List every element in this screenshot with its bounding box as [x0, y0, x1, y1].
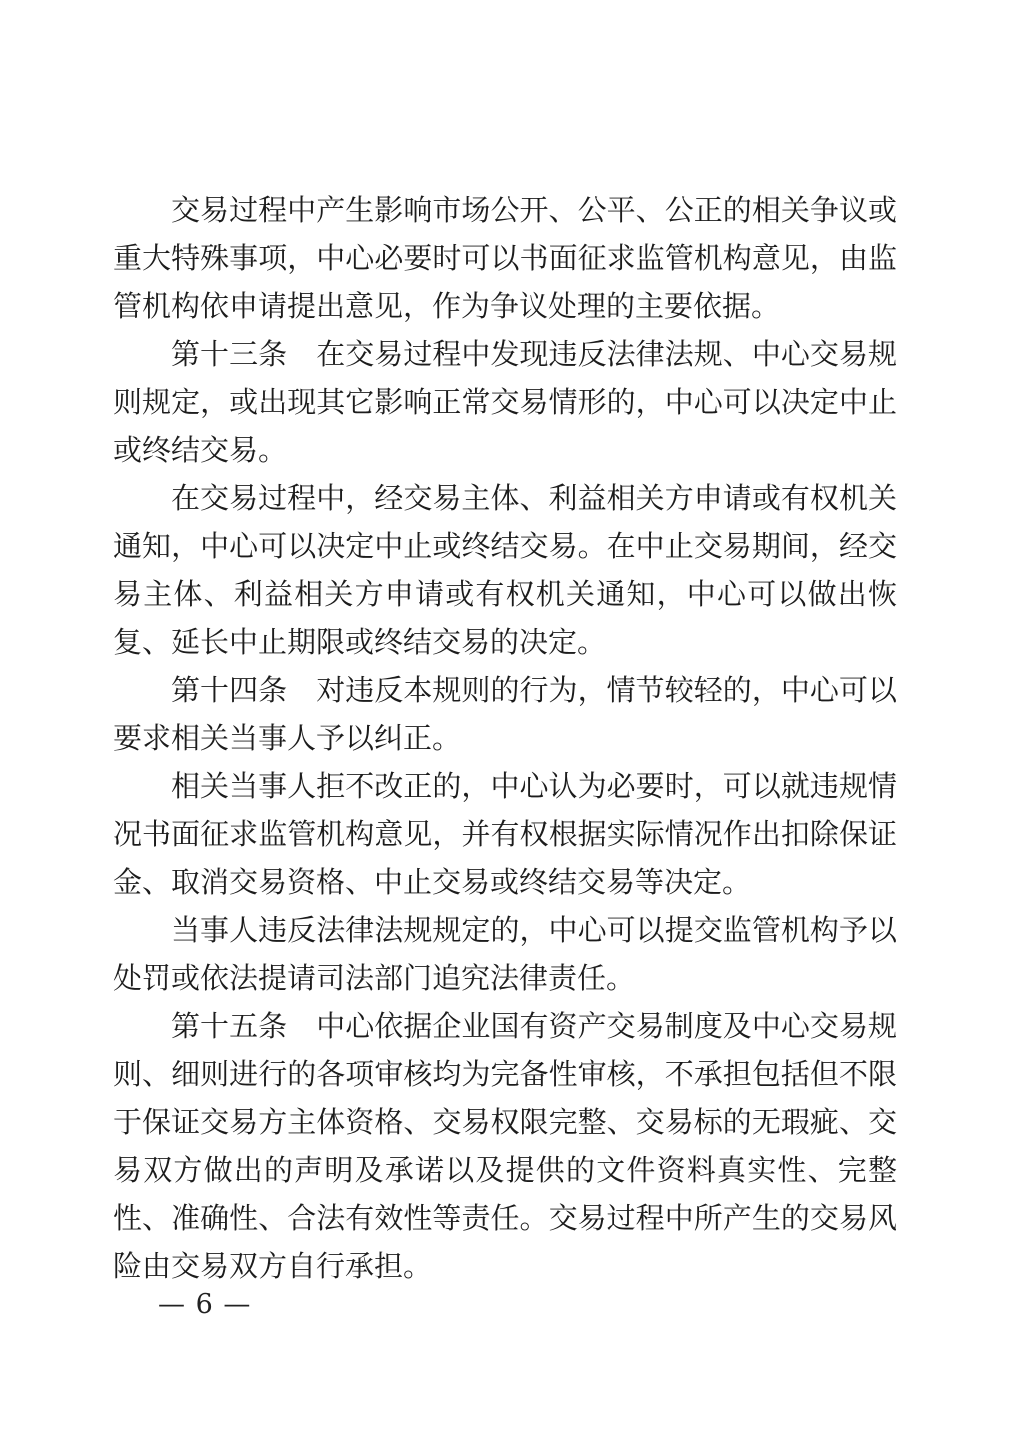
paragraph-article-14: 第十四条 对违反本规则的行为，情节较轻的，中心可以要求相关当事人予以纠正。: [113, 673, 897, 755]
page-number: — 6 —: [158, 1289, 252, 1320]
page-footer: [158, 1288, 251, 1322]
paragraph-suspend-resume: 在交易过程中，经交易主体、利益相关方申请或有权机关通知，中心可以决定中止或终结交易。在中止交易期间，经交易主体、利益相关方申请或有权机关通知，中心可以做出恢复、延长中止期限或终结交易的决定。: [113, 481, 897, 659]
paragraph-dispute-handling: 交易过程中产生影响市场公开、公平、公正的相关争议或重大特殊事项，中心必要时可以书面征求监管机构意见，由监管机构依申请提出意见，作为争议处理的主要依据。: [113, 193, 897, 323]
paragraph-violation-measures: 相关当事人拒不改正的，中心认为必要时，可以就违规情况书面征求监管机构意见，并有权根据实际情况作出扣除保证金、取消交易资格、中止交易或终结交易等决定。: [113, 769, 897, 899]
paragraph-article-13: 第十三条 在交易过程中发现违反法律法规、中心交易规则规定，或出现其它影响正常交易情形的，中心可以决定中止或终结交易。: [113, 337, 897, 467]
paragraph-legal-liability: 当事人违反法律法规规定的，中心可以提交监管机构予以处罚或依法提请司法部门追究法律责任。: [113, 913, 897, 995]
paragraph-article-15: 第十五条 中心依据企业国有资产交易制度及中心交易规则、细则进行的各项审核均为完备性审核，不承担包括但不限于保证交易方主体资格、交易权限完整、交易标的无瑕疵、交易双方做出的声明及承诺以及提供的文件资料真实性、完整性、准确性、合法有效性等责任。交易过程中所产生的交易风险由交易双方自行承担。: [113, 1009, 897, 1283]
document-body: [113, 186, 897, 1290]
